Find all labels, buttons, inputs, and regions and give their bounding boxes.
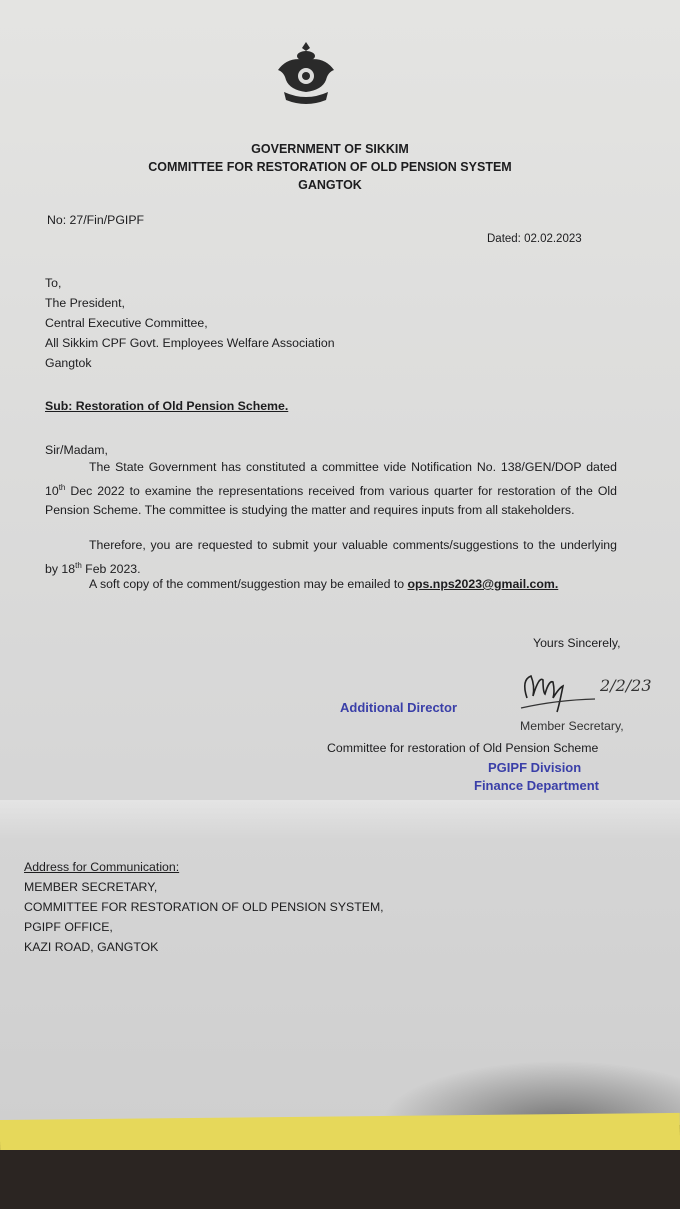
addressee: [45, 273, 335, 373]
address-line: KAZI ROAD, GANGTOK: [24, 940, 159, 954]
paragraph-email: [45, 575, 617, 595]
superscript: th: [58, 482, 66, 492]
address-line: PGIPF OFFICE,: [24, 920, 113, 934]
salutation: Sir/Madam,: [45, 443, 108, 457]
paragraph-text: Therefore, you are requested to submit your valuable comments/suggestions to the underlying by 18: [45, 538, 617, 576]
signature-date: 2/2/23: [600, 676, 652, 695]
reference-number: No: 27/Fin/PGIPF: [47, 213, 145, 227]
stamp-division: PGIPF Division: [488, 760, 582, 775]
paragraph-request: [45, 536, 617, 579]
paper-fold: [0, 800, 680, 840]
stamp-department: Finance Department: [474, 778, 599, 793]
subject-line: Sub: Restoration of Old Pension Scheme.: [45, 399, 289, 413]
address-line: COMMITTEE FOR RESTORATION OF OLD PENSION SYSTEM,: [24, 900, 384, 914]
paragraph-text: A soft copy of the comment/suggestion may be emailed to: [89, 577, 408, 591]
addressee-line: To,: [45, 276, 62, 290]
letter-date: Dated: 02.02.2023: [487, 233, 582, 245]
stamp-designation: Additional Director: [340, 700, 458, 715]
closing: Yours Sincerely,: [533, 636, 621, 650]
email-link[interactable]: ops.nps2023@gmail.com.: [407, 577, 559, 591]
signatory-title: Member Secretary,: [520, 719, 624, 733]
letterhead-committee: COMMITTEE FOR RESTORATION OF OLD PENSION SYSTEM: [148, 160, 512, 174]
address-heading: Address for Communication:: [24, 860, 180, 874]
paragraph-text: Feb 2023.: [81, 561, 141, 576]
table-surface: [0, 1150, 680, 1209]
signature-icon: [515, 668, 595, 718]
state-emblem-icon: [270, 40, 342, 110]
signatory-organization: Committee for restoration of Old Pension Scheme: [327, 741, 599, 755]
addressee-line: The President,: [45, 296, 125, 310]
superscript: th: [75, 560, 82, 570]
letterhead-government: GOVERNMENT OF SIKKIM: [251, 142, 409, 156]
addressee-line: Central Executive Committee,: [45, 316, 208, 330]
addressee-line: All Sikkim CPF Govt. Employees Welfare Association: [45, 336, 335, 350]
addressee-line: Gangtok: [45, 356, 92, 370]
paragraph-text: The State Government has constituted a committee vide Notification No. 138/GEN/DOP dated 10: [45, 460, 617, 498]
paragraph-committee: [45, 458, 617, 521]
letterhead-city: GANGTOK: [298, 178, 362, 192]
paragraph-text: Dec 2022 to examine the representations received from various quarter for restoration of the Old Pension Scheme. The committee is studying the matter and requires inputs from all stakeholders.: [45, 483, 617, 518]
communication-address: [24, 877, 384, 957]
address-line: MEMBER SECRETARY,: [24, 880, 158, 894]
